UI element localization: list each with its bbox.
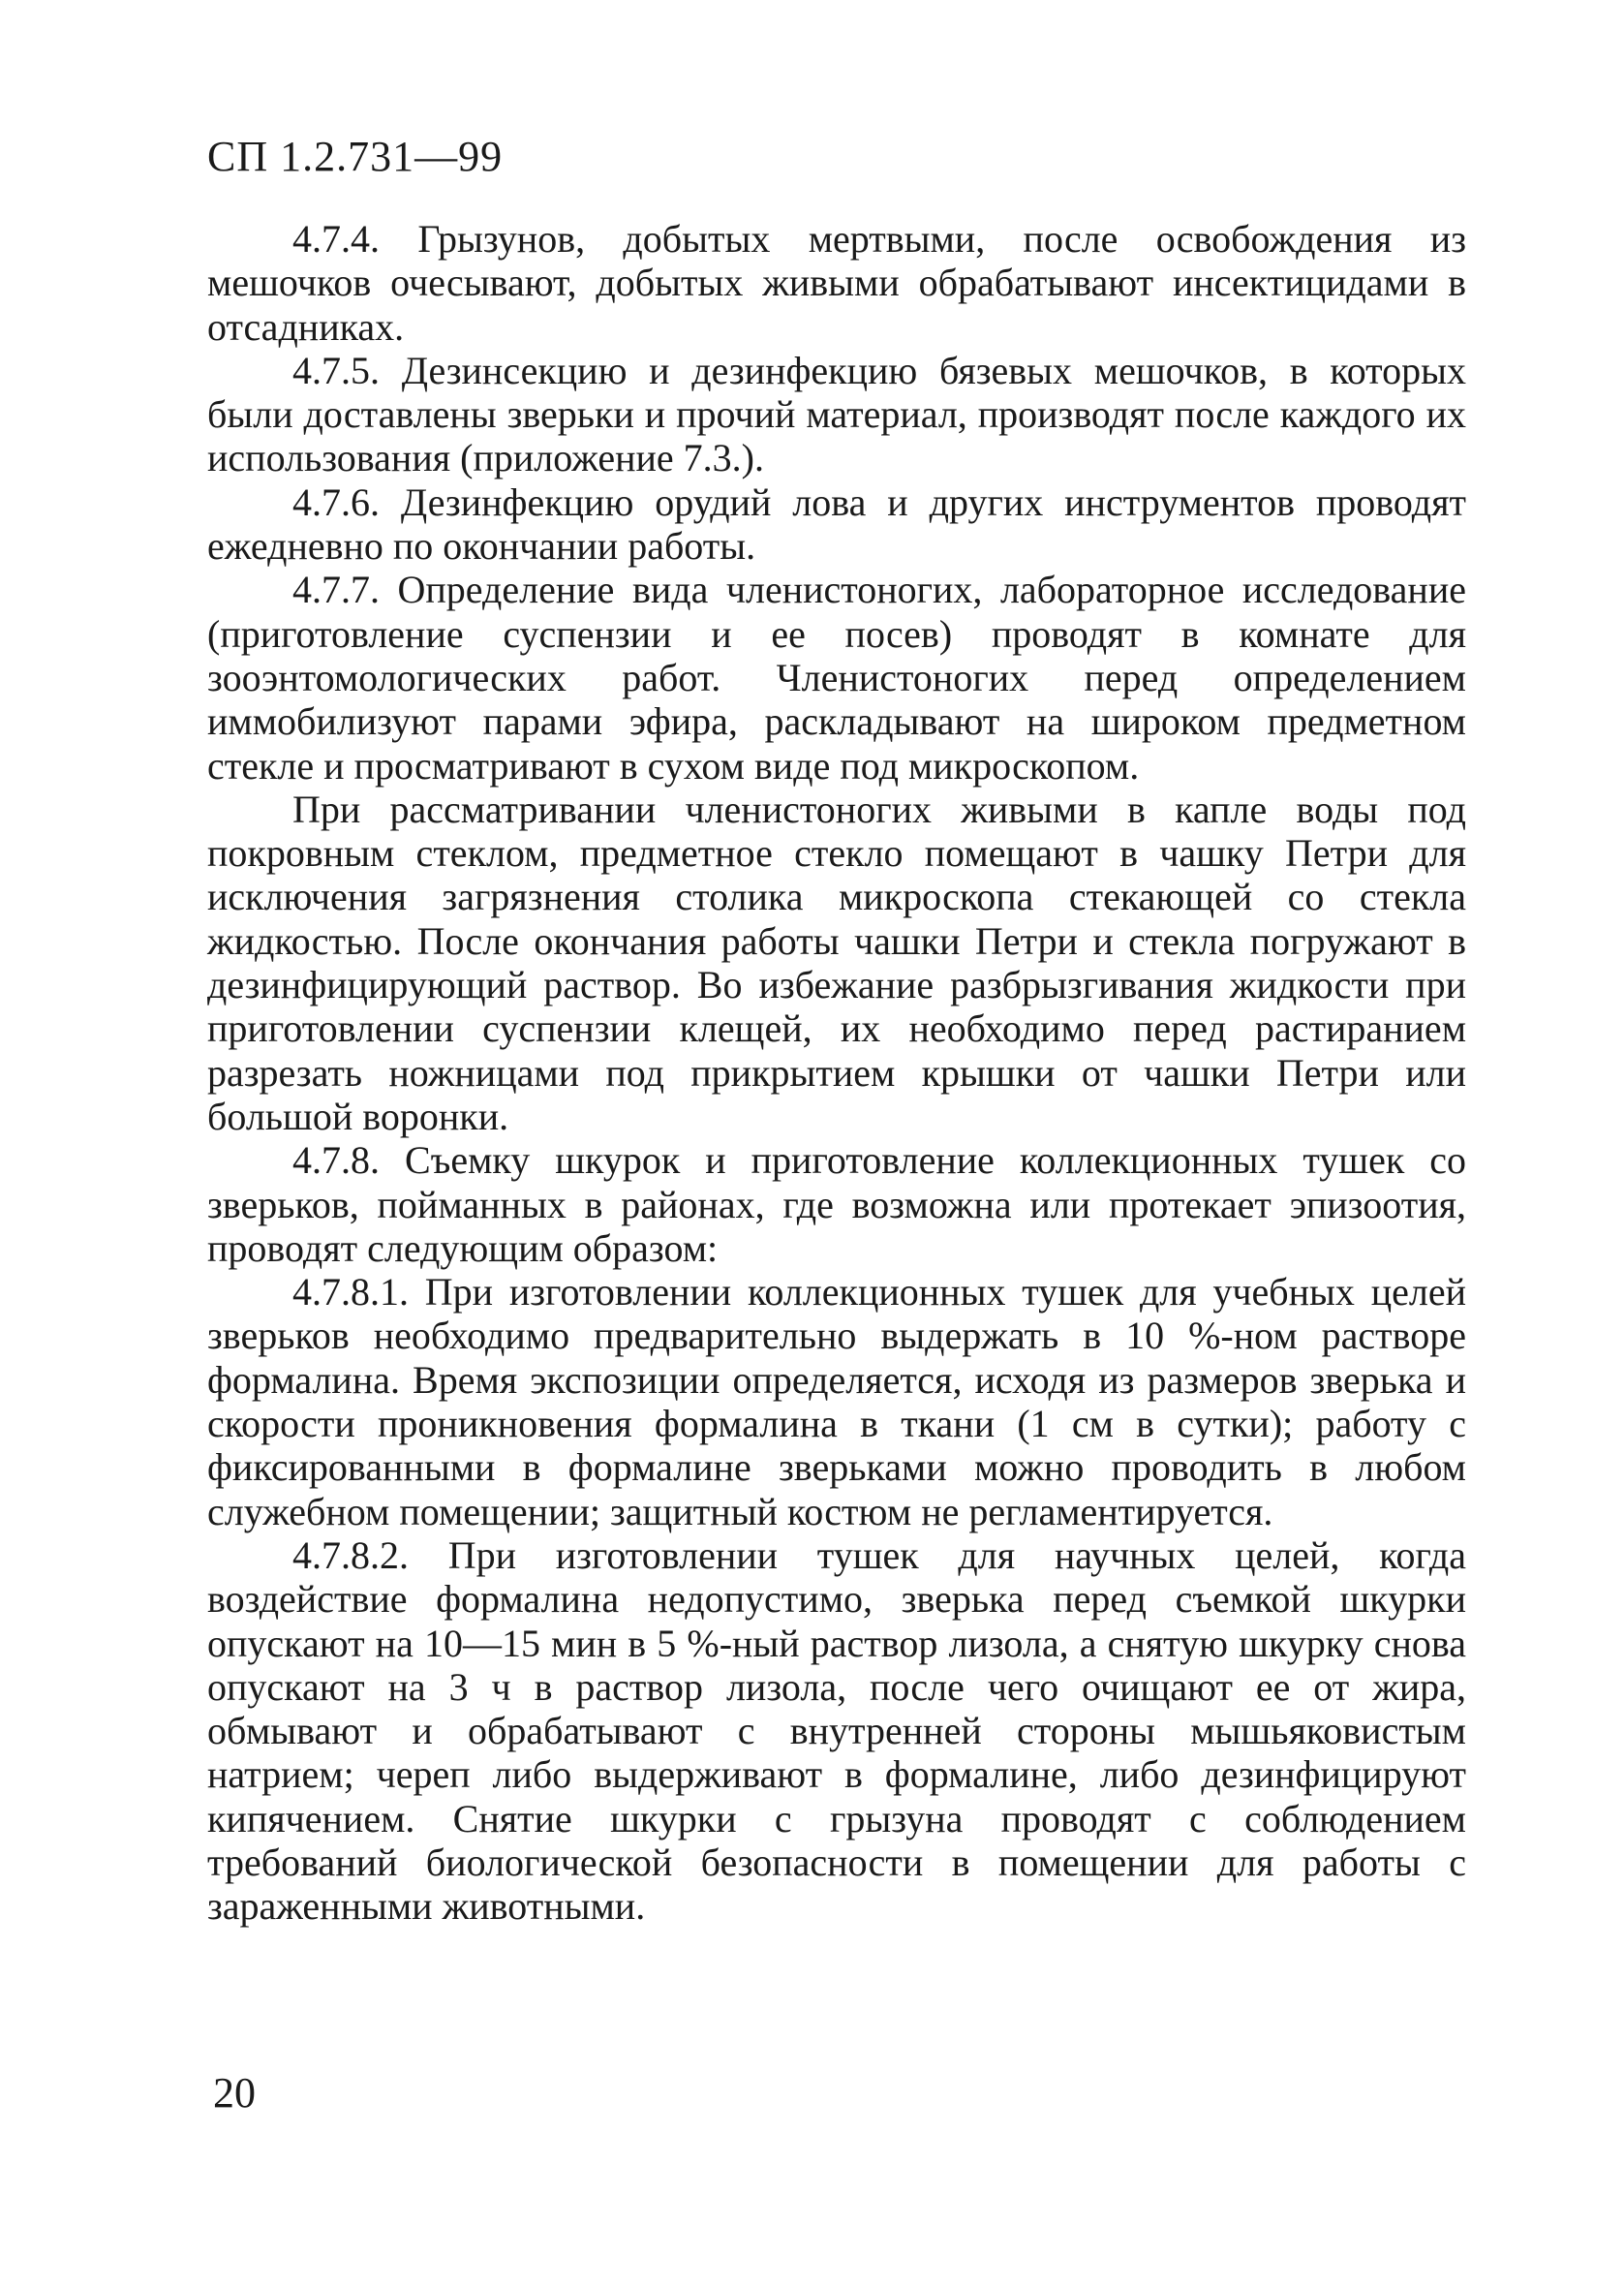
paragraph-4-7-8-2: 4.7.8.2. При изготовлении тушек для научных целей, когда воздействие формалина недопустимо, зверька перед съемкой шкурки опускают на 10—15 мин в 5 %-ный раствор лизола, а снятую шкурку снова опускают на 3 ч в раствор лизола, после чего очищают ее от жира, обмывают и обрабатывают с внутренней стороны мышьяковистым натрием; череп либо выдерживают в формалине, либо дезинфицируют кипячением. Снятие шкурки с грызуна проводят с соблюдением требований биологической безопасности в помещении для работы с зараженными животными.	[207, 1532, 1466, 1929]
document-body	[207, 217, 1466, 1929]
page-number: 20	[213, 2069, 256, 2117]
paragraph-4-7-4: 4.7.4. Грызунов, добытых мертвыми, после освобождения из мешочков очесывают, добытых живыми обрабатывают инсектицидами в отсадниках.	[207, 217, 1466, 349]
paragraph-4-7-8-1: 4.7.8.1. При изготовлении коллекционных тушек для учебных целей зверьков необходимо предварительно выдержать в 10 %-ном растворе формалина. Время экспозиции определяется, исходя из размеров зверька и скорости проникновения формалина в ткани (1 см в сутки); работу с фиксированными в формалине зверьками можно проводить в любом служебном помещении; защитный костюм не регламентируется.	[207, 1270, 1466, 1533]
document-code-header: СП 1.2.731—99	[207, 133, 504, 180]
paragraph-4-7-8: 4.7.8. Съемку шкурок и приготовление коллекционных тушек со зверьков, пойманных в районах, где возможна или протекает эпизоотия, проводят следующим образом:	[207, 1138, 1466, 1270]
paragraph-4-7-7: 4.7.7. Определение вида членистоногих, лабораторное исследование (приготовление суспензии и ее посев) проводят в комнате для зооэнтомологических работ. Членистоногих перед определением иммобилизуют парами эфира, раскладывают на широком предметном стекле и просматривают в сухом виде под микроскопом.	[207, 568, 1466, 788]
paragraph-4-7-5: 4.7.5. Дезинсекцию и дезинфекцию бязевых мешочков, в которых были доставлены зверьки и прочий материал, производят после каждого их использования (приложение 7.3.).	[207, 348, 1466, 480]
paragraph-4-7-7-continued: При рассматривании членистоногих живыми в капле воды под покровным стеклом, предметное стекло помещают в чашку Петри для исключения загрязнения столика микроскопа стекающей со стекла жидкостью. После окончания работы чашки Петри и стекла погружают в дезинфицирующий раствор. Во избежание разбрызгивания жидкости при приготовлении суспензии клещей, их необходимо перед растиранием разрезать ножницами под прикрытием крышки от чашки Петри или большой воронки.	[207, 787, 1466, 1138]
paragraph-4-7-6: 4.7.6. Дезинфекцию орудий лова и других инструментов проводят ежедневно по окончании работы.	[207, 479, 1466, 569]
